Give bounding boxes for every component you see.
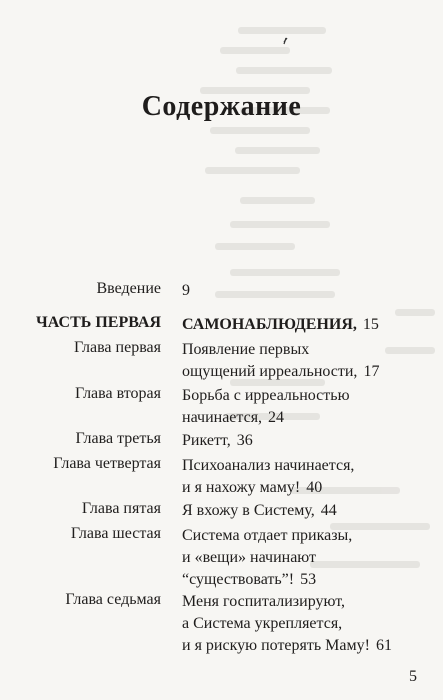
toc-entry-title-line: и «вещи» начинают <box>182 549 317 566</box>
toc-entry-title-line: Борьба с ирреальностью <box>182 387 350 404</box>
toc-entry-label: Введение <box>96 280 161 297</box>
toc-entry-title <box>182 339 379 383</box>
page-title: Содержание <box>141 91 302 122</box>
toc-entry-label: Глава четвертая <box>53 455 161 472</box>
toc-entry-title <box>182 591 392 657</box>
toc-entry-page: 61 <box>375 637 392 654</box>
toc-entry-title <box>182 500 337 522</box>
toc-entry-label: Глава первая <box>73 339 161 356</box>
toc-entry-label: Глава седьмая <box>65 591 161 608</box>
toc-entry-page: 15 <box>362 316 379 333</box>
toc-entry-page: 40 <box>306 479 323 496</box>
toc-entry-title-line: Система отдает приказы, <box>182 527 353 544</box>
toc-entry-title-line: Меня госпитализируют, <box>182 593 346 610</box>
toc-entry-page: 24 <box>268 409 285 426</box>
toc-entry-title-line: Рикетт, <box>182 432 231 449</box>
toc-entry-page: 17 <box>363 363 380 380</box>
toc-entry-title-line: САМОНАБЛЮДЕНИЯ, <box>182 316 357 333</box>
toc-entry-title-line: “существовать”! <box>182 571 295 588</box>
toc-entry-label: ЧАСТЬ ПЕРВАЯ <box>36 314 161 331</box>
toc-entry-title-line: и я рискую потерять Маму! <box>182 637 370 654</box>
toc-entry-title <box>182 385 350 429</box>
page-number: 5 <box>409 668 417 685</box>
toc-entry-title-line: Я вхожу в Систему, <box>182 502 315 519</box>
toc-entry-title-line: а Система укрепляется, <box>182 615 343 632</box>
toc-entry-label: Глава вторая <box>75 385 161 402</box>
toc-entry-label: Глава шестая <box>70 525 161 542</box>
toc-entry-label: Глава третья <box>75 430 161 447</box>
toc-entry-title-line: Психоанализ начинается, <box>182 457 355 474</box>
toc-entry-title <box>182 430 253 452</box>
toc-entry-title-line: и я нахожу маму! <box>182 479 301 496</box>
toc-entry-page: 53 <box>300 571 317 588</box>
toc-entry-page: 36 <box>236 432 253 449</box>
toc-entry-title-line: ощущений ирреальности, <box>182 363 358 380</box>
toc-entry-title <box>182 314 379 336</box>
toc-entry-title-line: Появление первых <box>182 341 310 358</box>
toc-entry-title-line: начинается, <box>182 409 263 426</box>
toc-entry-page: 44 <box>320 502 337 519</box>
toc-entry-title <box>182 455 354 499</box>
toc-entry-page: 9 <box>182 282 190 299</box>
toc-entry-title <box>182 280 190 302</box>
toc-entry-label: Глава пятая <box>81 500 161 517</box>
toc-entry-title <box>182 525 352 591</box>
